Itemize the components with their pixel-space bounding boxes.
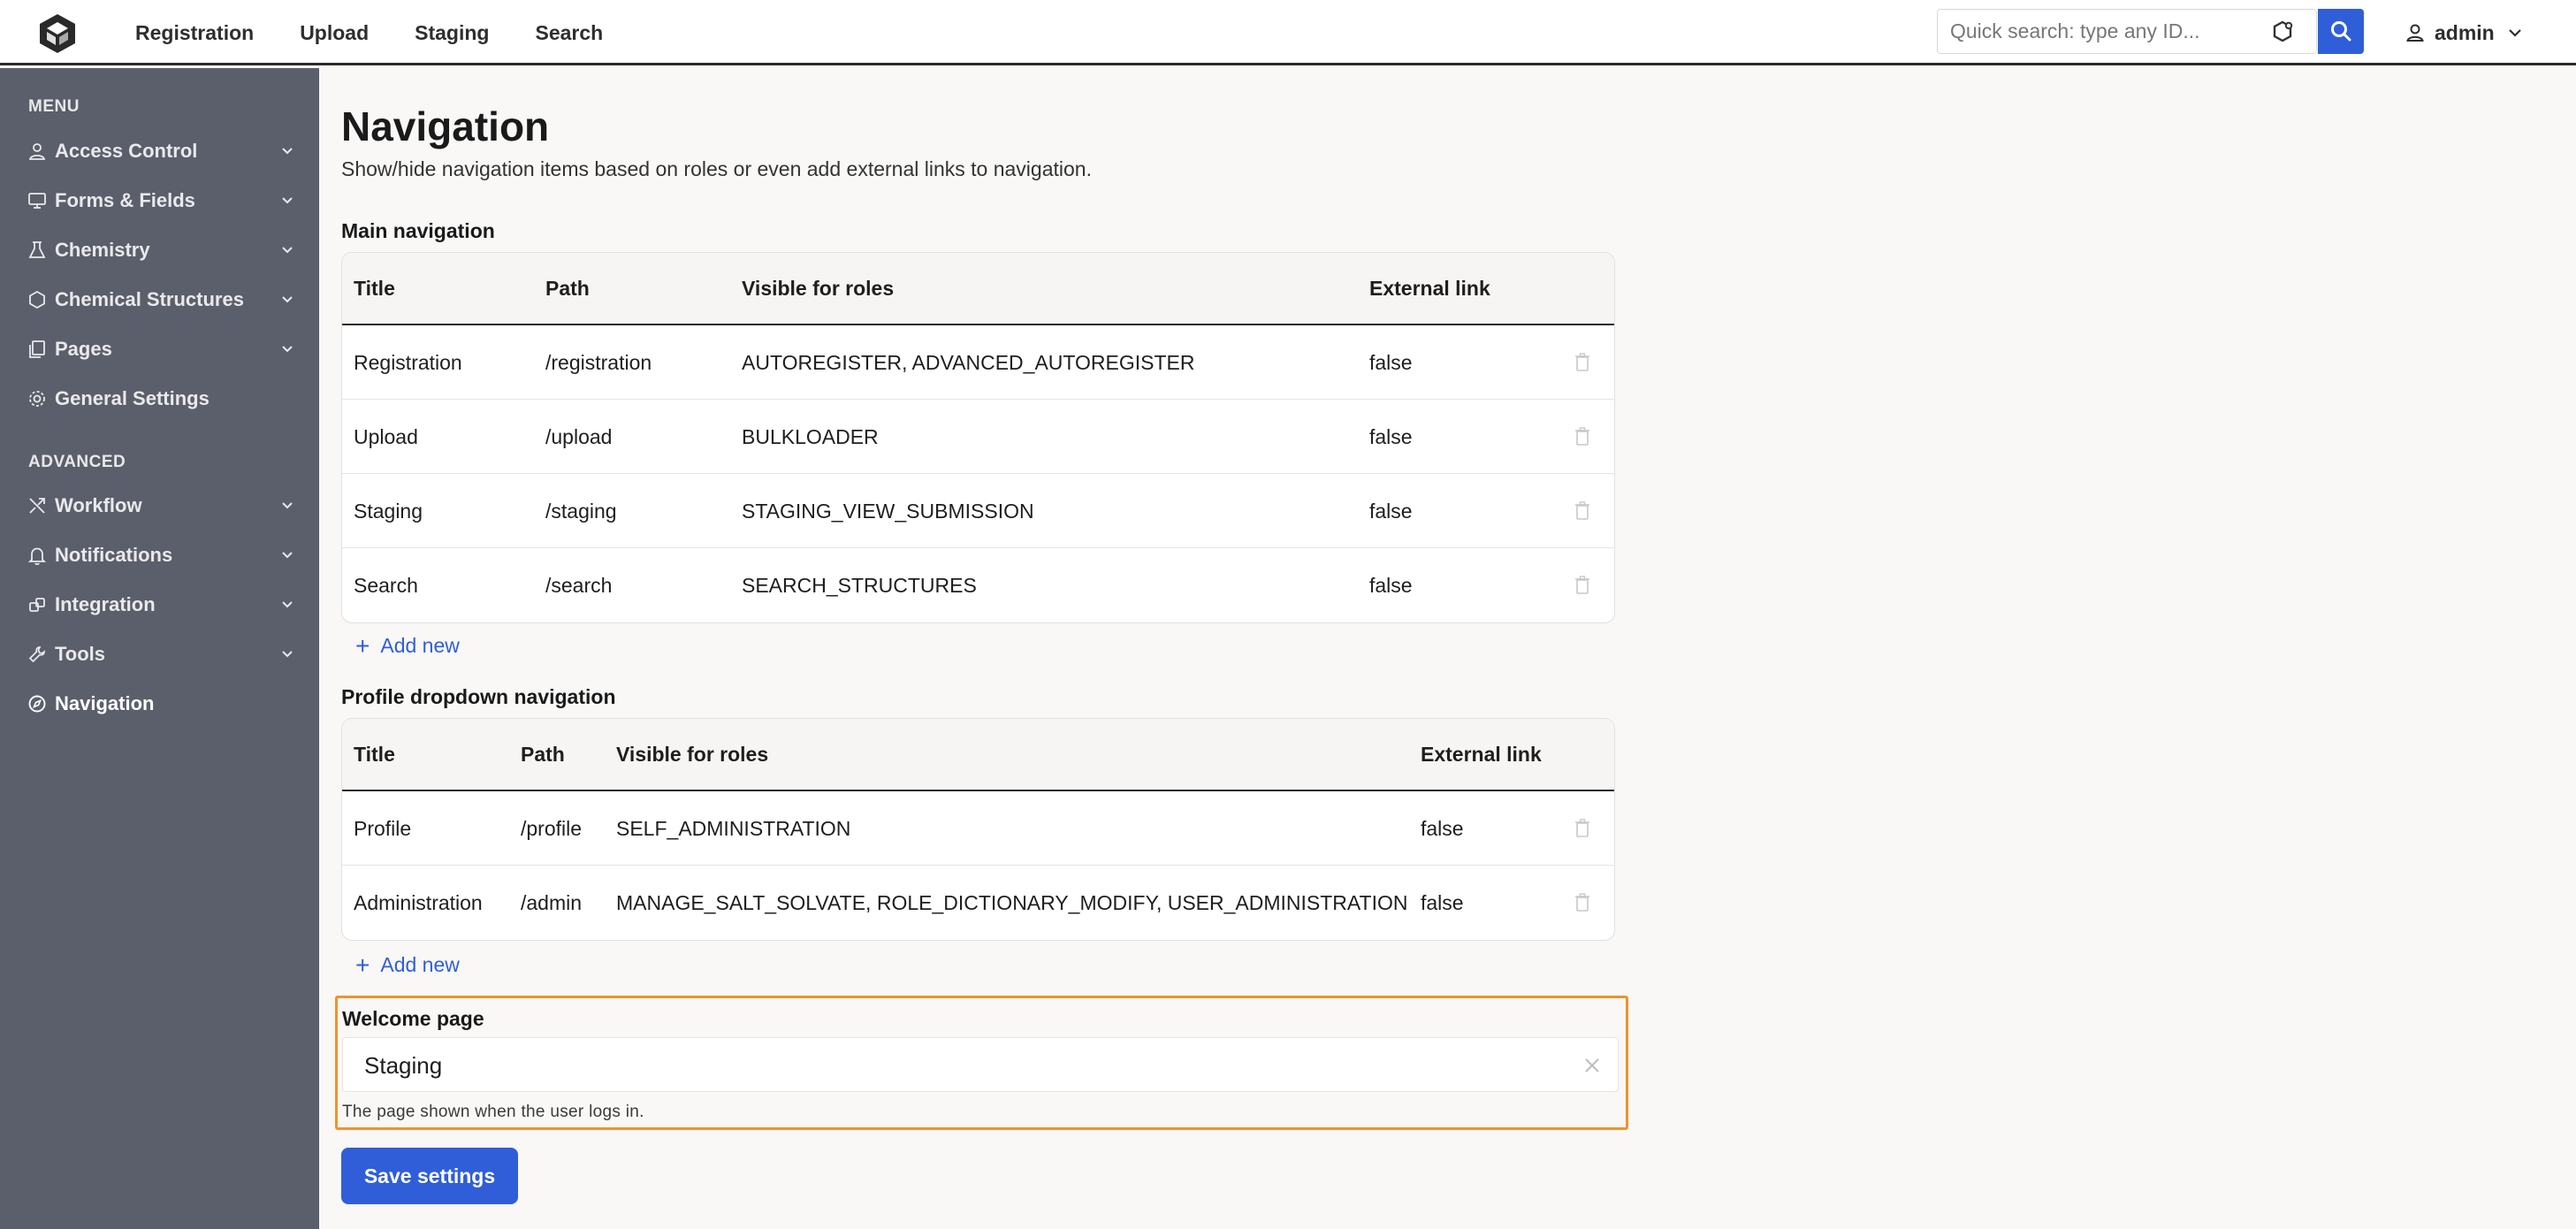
trash-icon[interactable] (1574, 893, 1591, 912)
topnav-upload[interactable]: Upload (300, 20, 370, 44)
table-row[interactable] (342, 400, 1614, 474)
sidebar-section-advanced: ADVANCED (28, 453, 126, 471)
sidebar-section-menu: MENU (28, 97, 80, 116)
cell-roles: MANAGE_SALT_SOLVATE, ROLE_DICTIONARY_MODIFY, USER_ADMINISTRATION (616, 891, 1408, 914)
sidebar-item-label: Integration (55, 593, 156, 615)
topnav-staging[interactable]: Staging (415, 20, 490, 44)
pages-icon (27, 339, 48, 360)
structure-search-icon[interactable] (2270, 19, 2295, 44)
cell-external-link: false (1421, 891, 1464, 914)
user-icon (2405, 22, 2426, 43)
sidebar-item-integration[interactable] (27, 587, 296, 622)
chevron-down-icon (278, 340, 296, 358)
monitor-icon (27, 190, 48, 211)
sidebar-item-general-settings[interactable] (27, 381, 296, 416)
cell-path: /admin (521, 891, 583, 914)
cell-external-link: false (1421, 817, 1464, 840)
bell-icon (27, 545, 48, 566)
sidebar-item-chemical-structures[interactable] (27, 282, 296, 317)
trash-icon[interactable] (1574, 576, 1591, 595)
hexagon-icon (27, 289, 48, 310)
plus-icon: + (355, 631, 370, 660)
welcome-page-help: The page shown when the user logs in. (342, 1103, 644, 1121)
cell-roles: STAGING_VIEW_SUBMISSION (742, 500, 1034, 523)
gear-icon (27, 388, 48, 409)
chevron-down-icon (278, 596, 296, 614)
top-bar (0, 0, 2576, 65)
column-header-path[interactable]: Path (545, 277, 590, 300)
cell-external-link: false (1369, 574, 1413, 597)
search-icon (2329, 19, 2352, 42)
cell-title: Registration (354, 351, 462, 374)
cell-title: Staging (354, 500, 423, 523)
cell-title: Search (354, 574, 418, 597)
sidebar-item-label: Notifications (55, 544, 173, 566)
cell-external-link: false (1369, 500, 1413, 523)
column-header-roles[interactable]: Visible for roles (616, 743, 769, 766)
trash-icon[interactable] (1574, 353, 1591, 372)
chevron-down-icon (2507, 25, 2523, 41)
cell-path: /search (545, 574, 613, 597)
chevron-down-icon (278, 546, 296, 564)
flask-icon (27, 240, 48, 261)
sidebar-item-notifications[interactable] (27, 538, 296, 573)
sidebar-item-workflow[interactable] (27, 488, 296, 523)
column-header-external-link[interactable]: External link (1369, 277, 1490, 300)
add-main-nav-button[interactable] (355, 631, 460, 660)
welcome-page-field (335, 996, 1628, 1130)
trash-icon[interactable] (1574, 427, 1591, 447)
trash-icon[interactable] (1574, 501, 1591, 521)
page-subtitle: Show/hide navigation items based on roles or even add external links to navigation. (341, 157, 1092, 180)
add-new-label: Add new (380, 953, 460, 976)
user-menu[interactable] (2405, 0, 2523, 65)
trash-icon[interactable] (1574, 819, 1591, 838)
table-header (342, 719, 1614, 791)
sidebar-item-tools[interactable] (27, 637, 296, 672)
main-navigation-table (341, 252, 1615, 623)
page-title: Navigation (341, 103, 550, 149)
table-row[interactable] (342, 866, 1614, 940)
table-header (342, 253, 1614, 325)
save-settings-button[interactable]: Save settings (341, 1148, 518, 1204)
cell-path: /registration (545, 351, 652, 374)
main-navigation-title: Main navigation (341, 219, 495, 242)
wrench-icon (27, 644, 48, 665)
column-header-title[interactable]: Title (354, 277, 395, 300)
cell-roles: SEARCH_STRUCTURES (742, 574, 977, 597)
sidebar-item-label: General Settings (55, 387, 210, 409)
column-header-external-link[interactable]: External link (1421, 743, 1542, 766)
quick-search-input[interactable] (1950, 10, 2242, 53)
cell-title: Profile (354, 817, 412, 840)
sidebar-item-access-control[interactable] (27, 134, 296, 169)
sidebar-item-label: Chemistry (55, 239, 150, 261)
sidebar-item-navigation[interactable] (27, 686, 296, 721)
table-row[interactable] (342, 791, 1614, 866)
user-name: admin (2435, 20, 2495, 44)
chevron-down-icon (278, 192, 296, 210)
sidebar-item-label: Workflow (55, 494, 142, 516)
search-button[interactable] (2318, 9, 2364, 54)
welcome-page-select[interactable] (342, 1037, 1619, 1092)
close-icon[interactable] (1582, 1056, 1602, 1075)
cell-title: Upload (354, 425, 418, 448)
table-row[interactable] (342, 548, 1614, 622)
integration-icon (27, 594, 48, 615)
compass-icon (27, 693, 48, 714)
sidebar-item-label: Chemical Structures (55, 288, 244, 310)
cell-path: /staging (545, 500, 617, 523)
table-row[interactable] (342, 474, 1614, 548)
sidebar-item-chemistry[interactable] (27, 233, 296, 268)
topnav-registration[interactable]: Registration (135, 20, 255, 44)
plus-icon: + (355, 950, 370, 979)
app-logo-icon[interactable] (35, 11, 80, 56)
column-header-title[interactable]: Title (354, 743, 395, 766)
sidebar (0, 68, 319, 1229)
cell-external-link: false (1369, 425, 1413, 448)
sidebar-item-label: Navigation (55, 692, 155, 714)
chevron-down-icon (278, 142, 296, 160)
table-row[interactable] (342, 325, 1614, 400)
cell-roles: AUTOREGISTER, ADVANCED_AUTOREGISTER (742, 351, 1195, 374)
shuffle-icon (27, 495, 48, 516)
chevron-down-icon (278, 291, 296, 309)
sidebar-item-label: Forms & Fields (55, 189, 195, 211)
welcome-page-value: Staging (364, 1052, 443, 1079)
column-header-path[interactable]: Path (521, 743, 565, 766)
cell-external-link: false (1369, 351, 1413, 374)
cell-roles: SELF_ADMINISTRATION (616, 817, 851, 840)
cell-roles: BULKLOADER (742, 425, 879, 448)
topnav-search[interactable]: Search (535, 20, 604, 44)
cell-path: /upload (545, 425, 613, 448)
welcome-page-label: Welcome page (342, 1007, 484, 1030)
chevron-down-icon (278, 645, 296, 663)
sidebar-item-forms-fields[interactable] (27, 183, 296, 218)
sidebar-item-label: Tools (55, 643, 106, 665)
sidebar-item-pages[interactable] (27, 332, 296, 367)
profile-navigation-title: Profile dropdown navigation (341, 685, 616, 708)
profile-navigation-table (341, 718, 1615, 941)
add-new-label: Add new (380, 634, 460, 657)
column-header-roles[interactable]: Visible for roles (742, 277, 895, 300)
sidebar-item-label: Pages (55, 338, 112, 360)
cell-path: /profile (521, 817, 583, 840)
sidebar-item-label: Access Control (55, 140, 198, 162)
user-icon (27, 141, 48, 162)
chevron-down-icon (278, 497, 296, 515)
cell-title: Administration (354, 891, 483, 914)
quick-search-box (1937, 9, 2317, 54)
top-navigation (135, 0, 649, 65)
chevron-down-icon (278, 241, 296, 259)
add-profile-nav-button[interactable] (355, 950, 460, 979)
